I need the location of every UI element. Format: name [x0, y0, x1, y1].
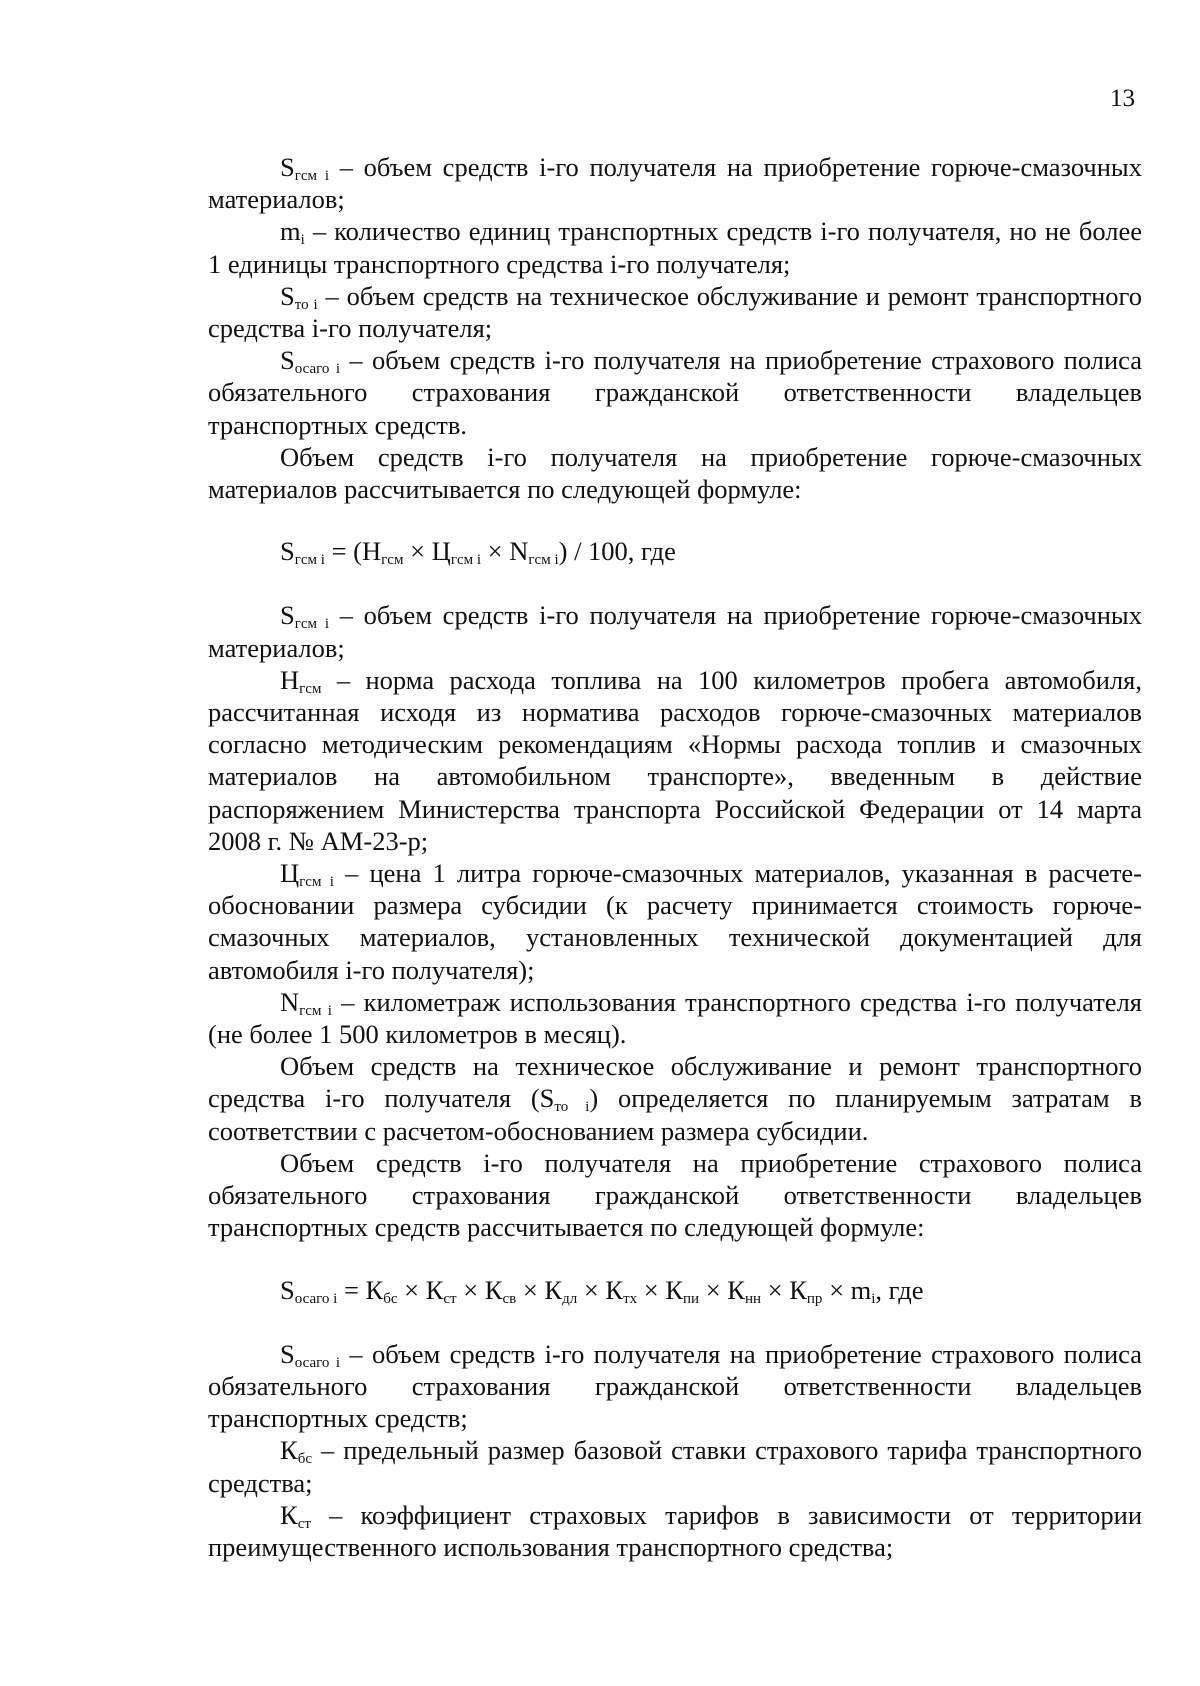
- symbol: $m_i$: [280, 216, 305, 249]
- definition-k-st: $К_{ст}$ – коэффициент страховых тарифов в зависимости от территории преимущественного использования транспортного средства;: [208, 1499, 1142, 1562]
- definition-s-osago-2: $S_{осаго i}$ – объем средств i-го получателя на приобретение страхового полиса обязательного страхования гражданской ответственности владельцев транспортных средств;: [208, 1338, 1142, 1434]
- symbol: $Ц_{гсм i}$: [280, 858, 334, 891]
- paragraph-maintenance: Объем средств на техническое обслуживание и ремонт транспортного средства i-го получателя $(S_{то i})$ определяется по планируемым затратам в соответствии с расчетом-обоснованием размера субсидии.: [208, 1051, 1142, 1146]
- symbol: $К_{бс}$: [280, 1435, 312, 1468]
- symbol: $S_{гсм i}$: [280, 152, 330, 184]
- paragraph-fuel-intro: Объем средств i-го получателя на приобретение горюче-смазочных материалов рассчитывается по следующей формуле:: [208, 441, 1142, 505]
- symbol: $S_{гсм i}$: [280, 600, 330, 633]
- symbol: $S_{осаго i}$: [280, 345, 341, 378]
- definition-k-bs: $К_{бс}$ – предельный размер базовой ставки страхового тарифа транспортного средства;: [208, 1435, 1142, 1498]
- page-number: 13: [1110, 85, 1135, 112]
- paragraph-osago-intro: Объем средств i-го получателя на приобретение страхового полиса обязательного страхования гражданской ответственности владельцев транспортных средств рассчитывается по следующей формуле:: [208, 1147, 1142, 1243]
- symbol: $Н_{гсм}$: [280, 664, 322, 697]
- definition-c-gsm: $Ц_{гсм i}$ – цена 1 литра горюче-смазочных материалов, указанная в расчете-обосновании размера субсидии (к расчету принимается стоимость горюче-смазочных материалов, установленных технической документацией для автомобиля i-го получателя);: [208, 858, 1142, 985]
- definition-s-gsm: $S_{гсм i}$ – объем средств i-го получателя на приобретение горюче-смазочных материалов;: [208, 152, 1142, 215]
- formula-fuel: $S_{гсм i} = (Н_{гсм} \times Ц_{гсм i} \times N_{гсм i}) / 100$, где: [280, 536, 676, 569]
- formula-osago: $S_{осаго i} = К_{бс} \times К_{ст} \times К_{св} \times К_{дл} \times К_{тх} \times К_{пи} \times К_{нн} \times К_{пр} \times m_i$, где: [280, 1274, 924, 1307]
- symbol: $S_{то i}$: [280, 280, 318, 313]
- definition-km-gsm: $N_{гсм i}$ – километраж использования транспортного средства i-го получателя (не более 1 500 километров в месяц).: [208, 986, 1142, 1050]
- symbol: $S_{осаго i}$: [280, 1338, 341, 1371]
- definition-m-i: $m_i$ – количество единиц транспортных средств i-го получателя, но не более 1 единицы транспортного средства i-го получателя;: [208, 216, 1142, 279]
- symbol: $N_{гсм i}$: [280, 986, 332, 1019]
- definition-s-osago: $S_{осаго i}$ – объем средств i-го получателя на приобретение страхового полиса обязательного страхования гражданской ответственности владельцев транспортных средств.: [208, 345, 1142, 440]
- definition-s-to: $S_{то i}$ – объем средств на техническое обслуживание и ремонт транспортного средства i-го получателя;: [208, 280, 1143, 344]
- definition-s-gsm-2: $S_{гсм i}$ – объем средств i-го получателя на приобретение горюче-смазочных материалов;: [208, 600, 1142, 663]
- symbol: $К_{ст}$: [280, 1499, 311, 1532]
- document-body: [208, 151, 1142, 1563]
- definition-n-gsm: $Н_{гсм}$ – норма расхода топлива на 100 километров пробега автомобиля, рассчитанная исходя из норматива расходов горюче-смазочных материалов согласно методическим рекомендациям «Нормы расхода топлив и смазочных материалов на автомобильном транспорте», введенным в действие распоряжением Министерства транспорта Российской Федерации от 14 марта 2008 г. № АМ-23-р;: [208, 664, 1142, 856]
